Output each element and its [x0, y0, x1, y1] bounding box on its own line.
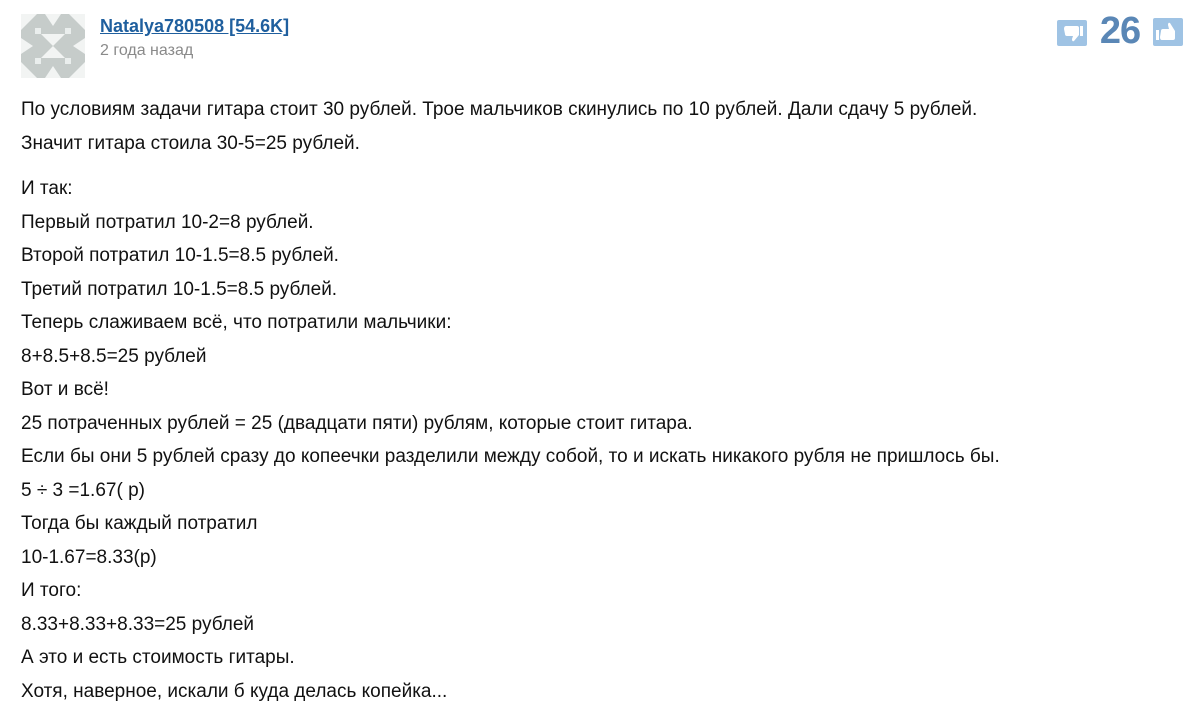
answer-line: Тогда бы каждый потратил [21, 513, 258, 534]
answer-line: А это и есть стоимость гитары. [21, 647, 295, 668]
answer-line: 8+8.5+8.5=25 рублей [21, 345, 207, 367]
answer-line: Первый потратил 10-2=8 рублей. [21, 211, 314, 233]
post-header [0, 0, 1200, 90]
vote-up-button[interactable] [1153, 18, 1183, 46]
answer-line: Теперь слаживаем всё, что потратили мальчики: [21, 312, 452, 333]
answer-line: 10-1.67=8.33(р) [21, 546, 157, 568]
user-avatar-icon [21, 14, 85, 78]
answer-line: Второй потратил 10-1.5=8.5 рублей. [21, 245, 339, 266]
answer-line: Значит гитара стоила 30-5=25 рублей. [21, 132, 360, 154]
answer-line: Вот и всё! [21, 379, 109, 400]
answer-line: Хотя, наверное, искали б куда делась копейка... [21, 680, 448, 702]
thumbs-down-icon [1057, 20, 1087, 46]
answer-line: По условиям задачи гитара стоит 30 рублей. Трое мальчиков скинулись по 10 рублей. Дали сдачу 5 рублей. [21, 99, 978, 120]
answer-line: Третий потратил 10-1.5=8.5 рублей. [21, 278, 338, 300]
paragraph-gap [21, 160, 1181, 172]
answer-line: И того: [21, 580, 82, 601]
answer-line: 25 потраченных рублей = 25 (двадцати пяти) рублям, которые стоит гитара. [21, 412, 693, 434]
answer-line: Если бы они 5 рублей сразу до копеечки разделили между собой, то и искать никакого рубля не пришлось бы. [21, 446, 1000, 467]
vote-score: 26 [1099, 10, 1141, 52]
author-link[interactable]: Natalya780508 [54.6K] [100, 16, 290, 36]
post-timestamp: 2 года назад [100, 42, 194, 59]
answer-line: И так: [21, 178, 73, 199]
answer-body [21, 93, 1181, 708]
answer-line: 8.33+8.33+8.33=25 рублей [21, 613, 255, 635]
avatar[interactable] [21, 14, 85, 78]
vote-down-button[interactable] [1057, 20, 1087, 46]
thumbs-up-icon [1153, 18, 1183, 46]
answer-line: 5 ÷ 3 =1.67( р) [21, 479, 145, 501]
